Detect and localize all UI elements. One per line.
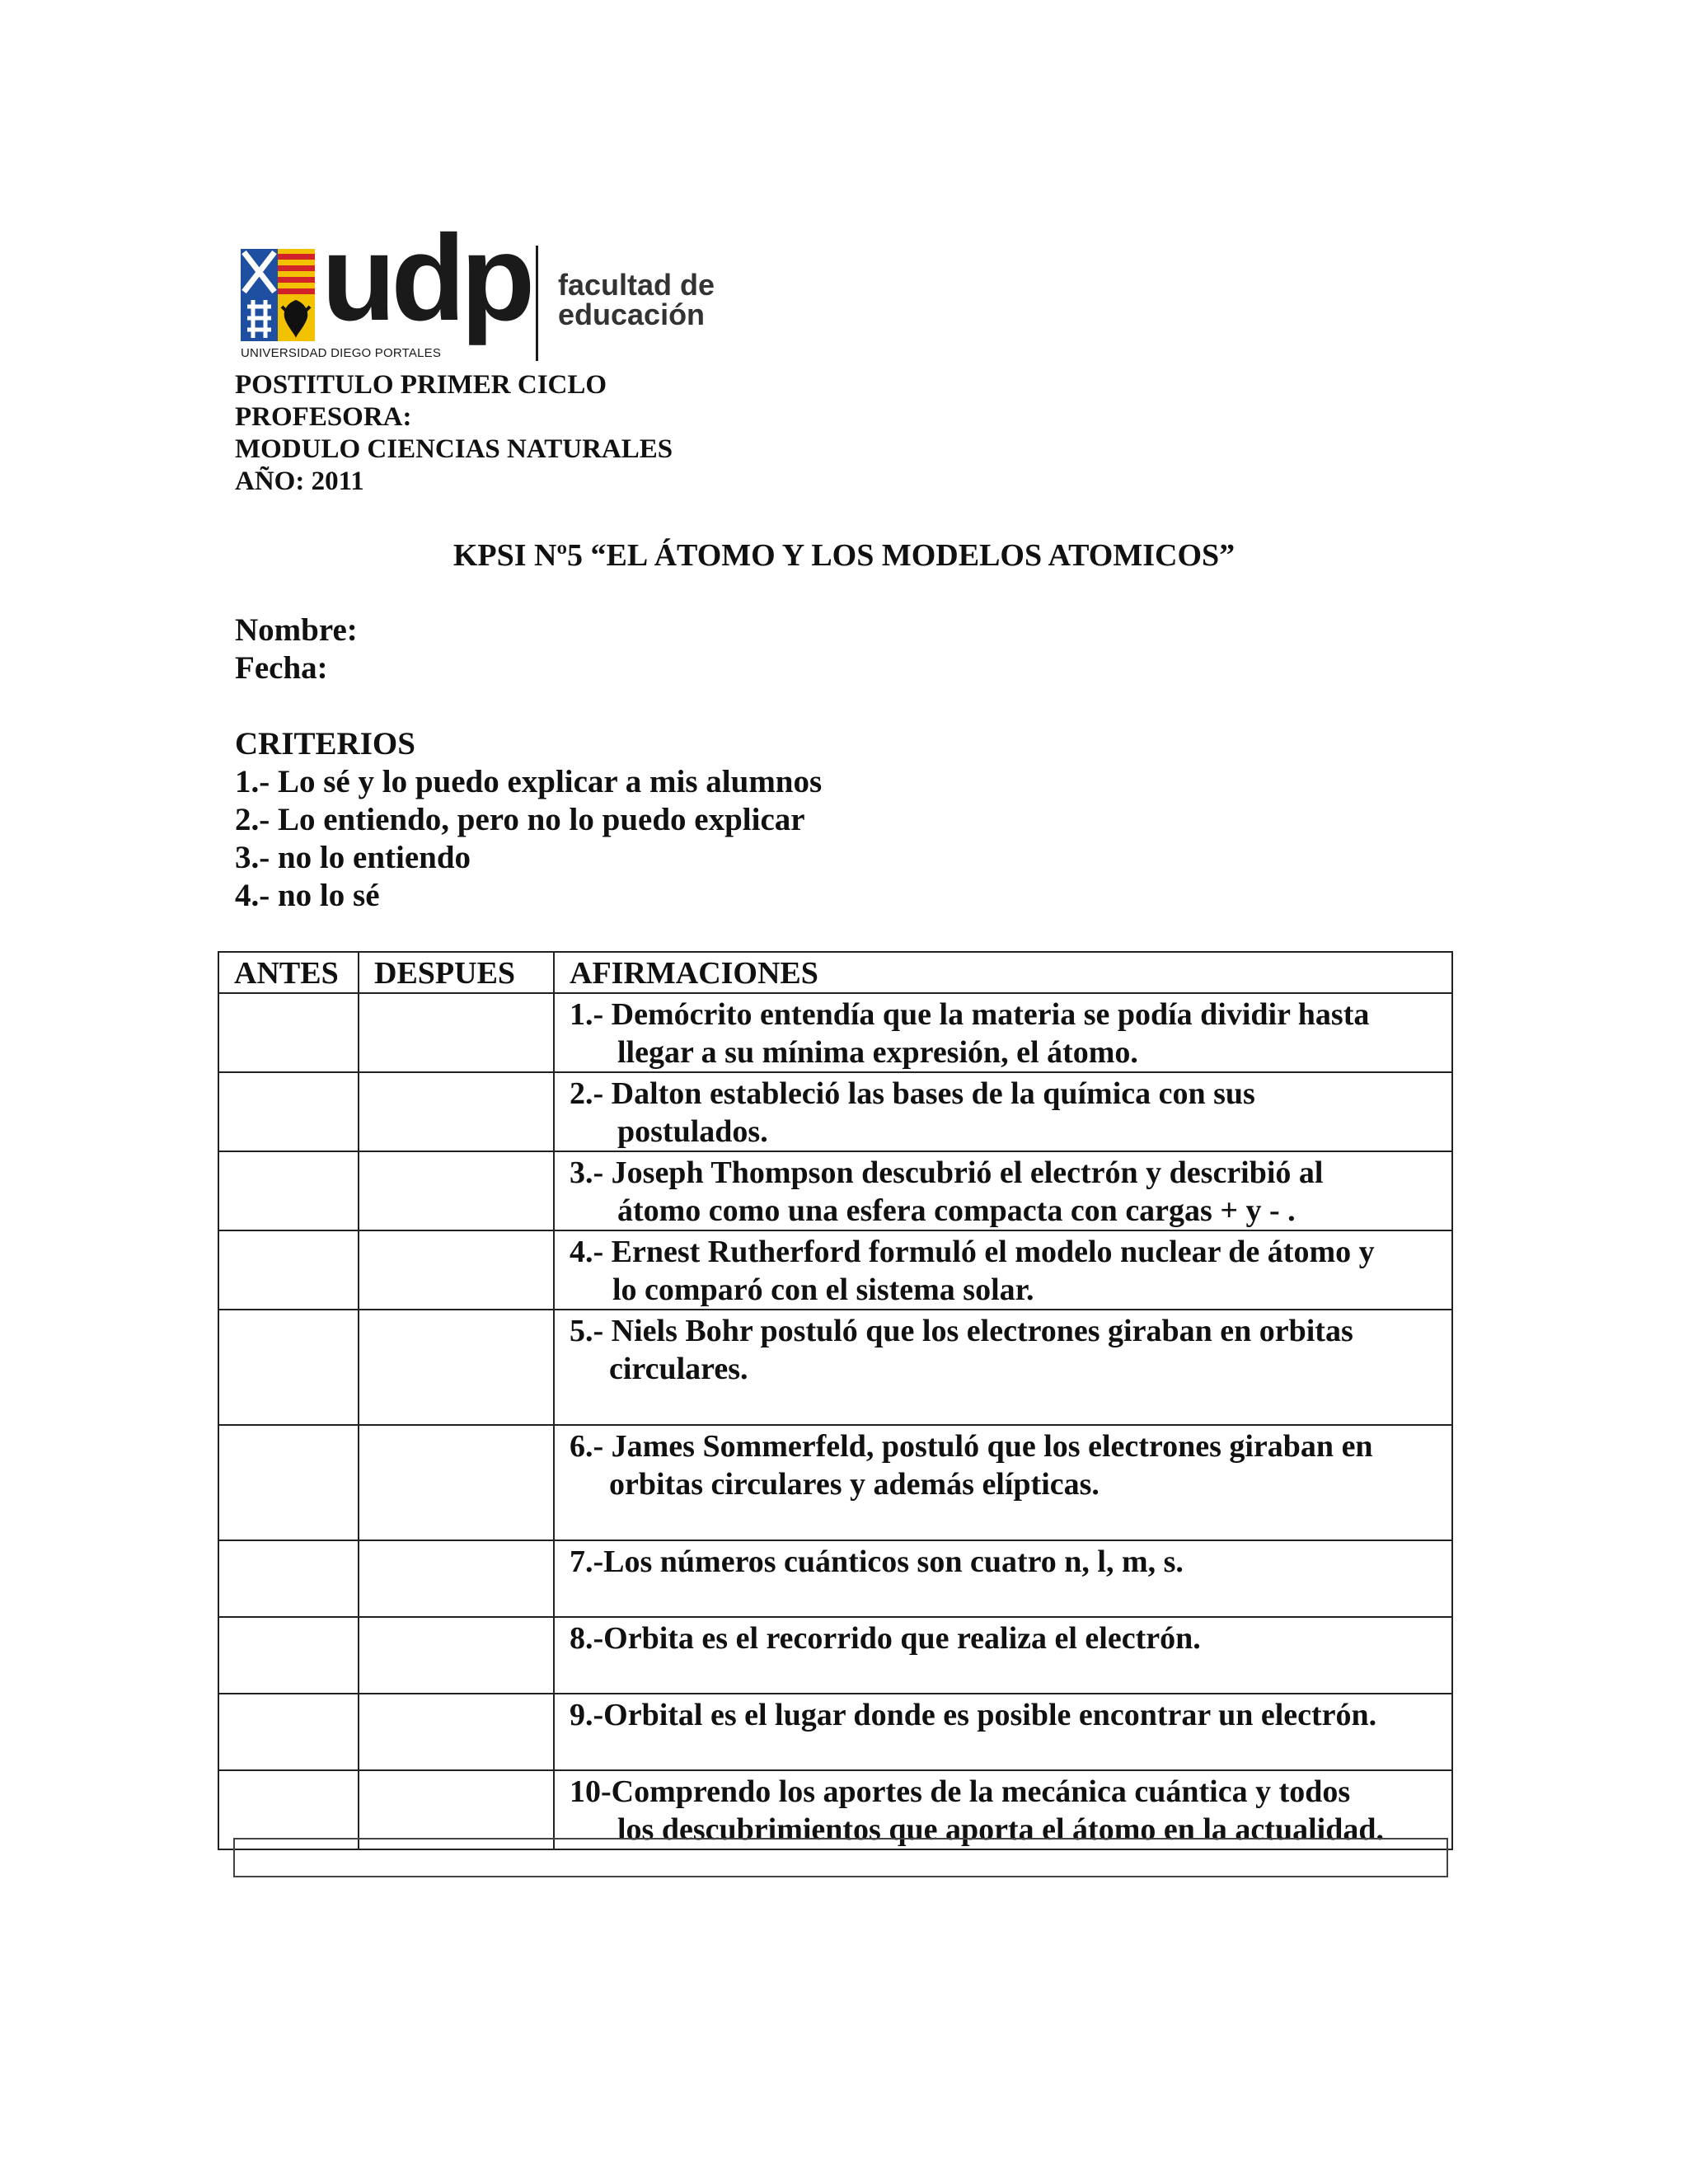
- udp-logo: [241, 210, 727, 363]
- statement-line-1: 9.-Orbital es el lugar donde es posible encontrar un electrón.: [570, 1698, 1377, 1732]
- statement-line-2: los descubrimientos que aporta el átomo en la actualidad.: [617, 1812, 1384, 1847]
- criteria-heading: CRITERIOS: [235, 726, 415, 762]
- statement-line-2: circulares.: [609, 1352, 748, 1386]
- statement-cell: [554, 1694, 1452, 1770]
- antes-cell[interactable]: [218, 1072, 359, 1151]
- header-module: MODULO CIENCIAS NATURALES: [235, 434, 673, 464]
- statement-line-2: orbitas circulares y además elípticas.: [609, 1467, 1100, 1502]
- antes-cell[interactable]: [218, 1310, 359, 1425]
- statement-line-1: 5.- Niels Bohr postuló que los electrones giraban en orbitas: [570, 1314, 1353, 1348]
- criteria-item: 1.- Lo sé y lo puedo explicar a mis alumnos: [235, 764, 823, 799]
- document-title: KPSI Nº5 “EL ÁTOMO Y LOS MODELOS ATOMICOS”: [452, 538, 1236, 573]
- statement-cell: [554, 1617, 1452, 1694]
- header-year: AÑO: 2011: [235, 466, 364, 496]
- statement-cell: [554, 1072, 1452, 1151]
- statement-line-2: postulados.: [617, 1114, 768, 1149]
- antes-cell[interactable]: [218, 1425, 359, 1540]
- statement-line-1: 2.- Dalton estableció las bases de la química con sus: [570, 1076, 1255, 1111]
- date-label: Fecha:: [235, 650, 328, 686]
- antes-cell[interactable]: [218, 1694, 359, 1770]
- faculty-name: [558, 270, 715, 330]
- despues-cell[interactable]: [359, 1151, 554, 1230]
- despues-cell[interactable]: [359, 1694, 554, 1770]
- logo-divider: [536, 246, 538, 361]
- name-label: Nombre:: [235, 612, 358, 648]
- udp-wordmark: udp: [321, 210, 531, 346]
- column-header-afirmaciones: AFIRMACIONES: [554, 952, 1452, 993]
- statement-line-1: 1.- Demócrito entendía que la materia se podía dividir hasta: [570, 997, 1370, 1032]
- table-row: [218, 1310, 1452, 1425]
- antes-cell[interactable]: [218, 1151, 359, 1230]
- despues-cell[interactable]: [359, 1425, 554, 1540]
- antes-cell[interactable]: [218, 1617, 359, 1694]
- statement-line-1: 3.- Joseph Thompson descubrió el electrón y describió al: [570, 1155, 1324, 1190]
- empty-bottom-box: [233, 1838, 1448, 1877]
- criteria-list: [235, 725, 822, 915]
- student-fields: [235, 612, 358, 687]
- statement-line-1: 10-Comprendo los aportes de la mecánica cuántica y todos: [570, 1774, 1351, 1809]
- despues-cell[interactable]: [359, 1310, 554, 1425]
- column-header-despues: DESPUES: [359, 952, 554, 993]
- despues-cell[interactable]: [359, 1540, 554, 1617]
- table-header-row: [218, 952, 1452, 993]
- faculty-line-1: facultad de: [558, 268, 715, 302]
- university-shield-icon: [241, 249, 315, 341]
- despues-cell[interactable]: [359, 1072, 554, 1151]
- statement-line-2: lo comparó con el sistema solar.: [612, 1272, 1034, 1307]
- criteria-item: 4.- no lo sé: [235, 878, 380, 913]
- despues-cell[interactable]: [359, 1617, 554, 1694]
- statement-cell: [554, 1540, 1452, 1617]
- table-row: [218, 993, 1452, 1072]
- statement-cell: [554, 1425, 1452, 1540]
- table-row: [218, 1694, 1452, 1770]
- statement-line-2: llegar a su mínima expresión, el átomo.: [617, 1035, 1138, 1070]
- antes-cell[interactable]: [218, 993, 359, 1072]
- faculty-line-2: educación: [558, 298, 706, 331]
- antes-cell[interactable]: [218, 1540, 359, 1617]
- criteria-item: 3.- no lo entiendo: [235, 840, 471, 875]
- university-name: UNIVERSIDAD DIEGO PORTALES: [241, 346, 442, 360]
- statement-line-1: 7.-Los números cuánticos son cuatro n, l, m, s.: [570, 1544, 1184, 1579]
- kpsi-table: [218, 951, 1453, 1850]
- document-header: [235, 369, 673, 498]
- column-header-antes: ANTES: [218, 952, 359, 993]
- header-teacher: PROFESORA:: [235, 402, 412, 432]
- table-row: [218, 1230, 1452, 1310]
- table-row: [218, 1617, 1452, 1694]
- statement-line-1: 8.-Orbita es el recorrido que realiza el electrón.: [570, 1621, 1201, 1656]
- despues-cell[interactable]: [359, 1230, 554, 1310]
- statement-line-2: átomo como una esfera compacta con cargas + y - .: [617, 1193, 1296, 1228]
- table-row: [218, 1540, 1452, 1617]
- statement-cell: [554, 993, 1452, 1072]
- table-row: [218, 1425, 1452, 1540]
- antes-cell[interactable]: [218, 1230, 359, 1310]
- table-row: [218, 1072, 1452, 1151]
- statement-line-1: 6.- James Sommerfeld, postuló que los electrones giraban en: [570, 1429, 1373, 1464]
- statement-cell: [554, 1230, 1452, 1310]
- header-program: POSTITULO PRIMER CICLO: [235, 370, 607, 400]
- statement-cell: [554, 1151, 1452, 1230]
- table-row: [218, 1151, 1452, 1230]
- statement-line-1: 4.- Ernest Rutherford formuló el modelo nuclear de átomo y: [570, 1235, 1375, 1269]
- despues-cell[interactable]: [359, 993, 554, 1072]
- criteria-item: 2.- Lo entiendo, pero no lo puedo explicar: [235, 802, 805, 837]
- statement-cell: [554, 1310, 1452, 1425]
